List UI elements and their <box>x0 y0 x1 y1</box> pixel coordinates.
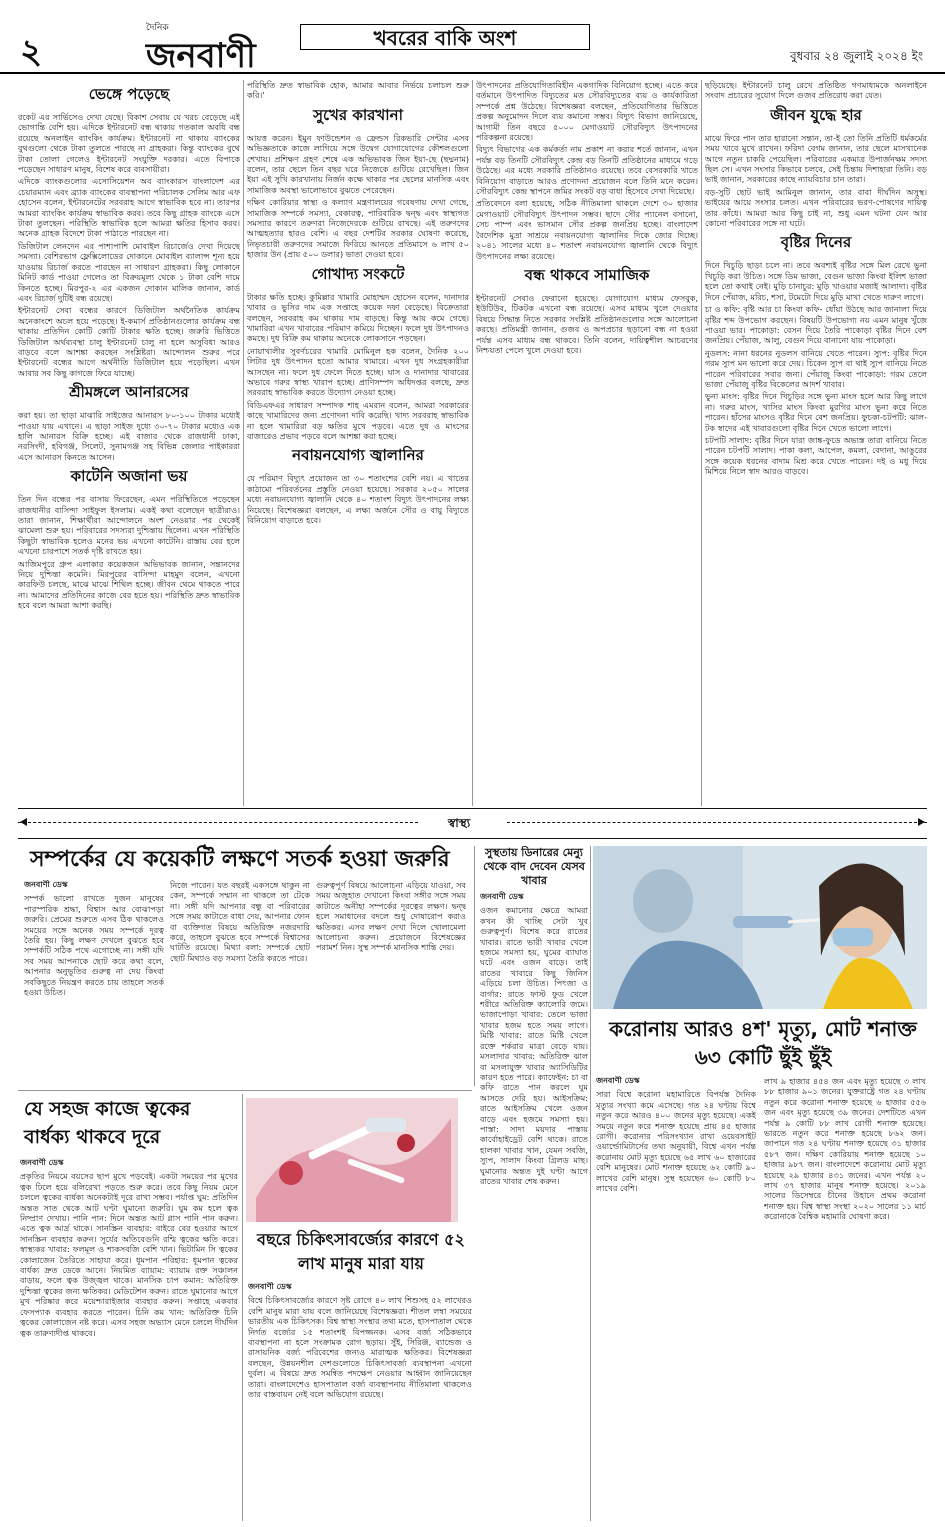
text-block: চটপটি সালাদ: বৃষ্টির দিনে যারা জাঙ্ক-ফুডে অভ্যস্ত তারা বানিয়ে নিতে পারেন চটপটি সালাদ। পাকা কলা, আপেল, কমলা, বেদানা, আঙুরের সঙ্গে কয়েক ধরনের বাদাম মিশ্র করে খেতে পারেন। দই ও মধু দিয়ে মিশিয়ে নিলে স্বাদ আরও বাড়বে। <box>705 434 927 477</box>
headline-gokhadya: গোখাদ্য সংকটে <box>311 264 405 283</box>
article-4 <box>20 1158 238 1521</box>
text-block: এদিকে ব্যাংকগুলোর এসোসিয়েশন অব ব্যাংকারস বাংলাদেশ এর চেয়ারম্যান এবং ব্র্যাক ব্যাংকের ব্যবস্থাপনা পরিচালক সেলিম আর এফ হোসেন বলেন, ইন্টারনেটের সরবরাহ আগে স্বাভাবিক হবে না। তারপর আমরা ব্যাংকিং কার্যক্রম স্বাভাবিক করব। তবে কিছু গ্রাহক ব্যাংকে এসে টাকা তুলছেন। পরিস্থিতি স্বাভাবিক হলে আমরা ক্ষতির হিসাব করব। অনেক গ্রাহক বিদেশে টাকা পাঠাতে পারছেন না। <box>18 176 240 239</box>
text-block: ভুনা মাংস: বৃষ্টির দিনে খিচুড়ির সঙ্গে ভুনা মাংস হলে আর কিছু লাগে না। গরুর মাংস, খাসির মাংস কিংবা মুরগির মাংস ভুনা করে নিতে পারেন। হাঁসের মাংসও বৃষ্টির দিনে বেশ জনপ্রিয়। ফুচকা-চটপটি: ঝাল-টক স্বাদের এই খাবারগুলো বৃষ্টির দিনে খেতে ভালো লাগে। <box>705 391 927 433</box>
text-block: ডিজিটাল লেনদেন এর পাশাপাশি মোবাইল রিচার্জেও দেখা দিয়েছে সমস্যা। বেশিরভাগ ফ্লেক্সিলোডের দোকানে মোবাইল ব্যালান্স শূন্য হয়ে যাওয়ায় রিচার্জ করতে পারছেন না সাধারণ গ্রাহকরা। কিছু লোকানে মিনিট কার্ড পাওয়া গেলেও তা বিক্রয়মূল্য থেকে ১ টাকা বেশি দামে কিনতে হচ্ছে। মিরপুর-২ এর একজন দোকান মালিক জানান, কার্ড এবং রিচার্জ দুটিই বন্ধ রয়েছে। <box>18 240 240 303</box>
text-block: নুডলস: নানা ধরনের নুডলস বানিয়ে খেতে পারেন। স্যুপ: বৃষ্টির দিনে গরম স্যুপ মন ভালো করে দেয়। চিকেন স্যুপ বা থাই স্যুপ বানিয়ে নিতে পারেন পরিবারের সবার জন্য। পেঁয়াজু কিংবা পাকোড়া: গরম তেলে ভাজা পেঁয়াজু বৃষ্টির বিকেলের আদর্শ খাবার। <box>705 347 927 389</box>
text-block: আয়ত্ত করেন। ইমুন ফাউন্ডেশন ও ফ্রেন্ডস রিকভারি সেন্টার এসব অভিজ্ঞতাকে কাজে লাগিয়ে সঙ্গে উদ্বেগ যোগাযোগের কৌশলগুলো শেখায়। প্রশিক্ষণ গ্রহণ শেষে এক অভিভাবক জিন ইয়া-ছে (ছদ্মনাম) বলেন, তার ছেলে তিন বছর ঘরে নিজেকে গুটিয়ে রেখেছিল। জিন ইয়া এই সুখি কারখানায় নির্জন কক্ষে থাকার পর ছেলের মানসিক এবং সামাজিক অবস্থা ভালোভাবে বুঝতে পেরেছেন। <box>247 132 469 195</box>
covid-test-illustration <box>593 846 927 1009</box>
text-block: ওজন কমানোর ক্ষেত্রে আমরা কখন কী খাচ্ছি সেটা খুব গুরুত্বপূর্ণ। বিশেষ করে রাতের খাবার। রাতে ভারী খাবার খেলে হজমে সমস্যা হয়, ঘুমের ব্যাঘাত ঘটে এবং ওজন বাড়ে। তাই রাতের খাবারে কিছু জিনিস এড়িয়ে চলা উচিত। পিৎজা ও বার্গার: রাতে ফাস্ট ফুড খেলে শরীরে অতিরিক্ত ক্যালোরি জমে। ভাজাপোড়া খাবার: তেলে ভাজা খাবার হজম হতে সময় লাগে। মিষ্টি খাবার: রাতে মিষ্টি খেলে রক্তে শর্করার মাত্রা বেড়ে যায়। মসলাদার খাবার: অতিরিক্ত ঝাল বা মসলাযুক্ত খাবার অ্যাসিডিটির কারণ হতে পারে। ক্যাফেইন: চা বা কফি রাতে পান করলে ঘুম আসতে দেরি হয়। আইসক্রিম: রাতে আইসক্রিম খেলে ওজন বাড়ে এবং হজমে সমস্যা হয়। পাস্তা: সাদা ময়দার পাস্তায় কার্বোহাইড্রেট বেশি থাকে। রাতে হালকা খাবার খান, যেমন সবজি, স্যুপ, সালাদ কিংবা গ্রিলড মাছ। ঘুমানোর অন্তত দুই ঘণ্টা আগে রাতের খাবার শেষ করুন। <box>480 905 588 1186</box>
section-label: স্বাস্থ্য <box>448 816 471 830</box>
column-3 <box>476 80 698 806</box>
column-divider <box>472 80 473 806</box>
section-rule <box>18 838 927 839</box>
section-banner: খবরের বাকি অংশ <box>300 24 590 50</box>
masthead <box>0 0 945 74</box>
covid-test-photo <box>593 846 927 1009</box>
column-divider <box>474 846 475 1086</box>
desk-credit: জনবাণী ডেস্ক <box>24 880 68 889</box>
brand-prefix: দৈনিক <box>146 23 169 33</box>
text-block: সারা বিশ্বে করোনা মহামারিতে বিপর্যস্ত দৈনিক মৃত্যুর সংখ্যা কমে এসেছে। গত ২৪ ঘণ্টায় বিশ্বে নতুন করে আরও ৪০০ জনের মৃত্যু হয়েছে। একই সময়ে নতুন করে শনাক্ত হয়েছে প্রায় ৪৫ হাজার রোগী। করোনার পরিসংখ্যান রাখা ওয়েবসাইট ওয়ার্ল্ডোমিটার্সের তথ্য অনুযায়ী, বিশ্বে এখন পর্যন্ত করোনায় মোট মৃত্যু হয়েছে ৬৫ লাখ ৬০ হাজারের বেশি মানুষের। মোট শনাক্ত হয়েছে ৬২ কোটি ৯০ লাখের বেশি মানুষ। সুস্থ হয়েছেন ৬০ কোটি ৮০ লাখের বেশি। <box>596 1089 756 1194</box>
desk-credit: জনবাণী ডেস্ক <box>20 1158 64 1167</box>
text-block: চা ও কফি: বৃষ্টি আর চা কিংবা কফি- ধোঁয়া উঠছে আর জানালা দিয়ে বৃষ্টির শব্দ উপভোগ করছেন। বিষয়টি উপভোগ্য নয় এমন মানুষ খুঁজে পাওয়া ভার। পাকোড়া: বেসন দিয়ে তৈরি পাকোড়া বৃষ্টির দিনে বেশ জনপ্রিয়। পেঁয়াজ, আলু, বেগুন দিয়ে বানানো যায় পাকোড়া। <box>705 304 927 346</box>
column-2 <box>247 80 469 806</box>
desk-credit: জনবাণী ডেস্ক <box>480 892 524 901</box>
article-title-dinner: সুস্থতায় ডিনারের মেন্যু থেকে বাদ দেবেন যেসব খাবার <box>483 846 585 887</box>
page-number: ২ <box>20 32 43 72</box>
headline-sreemangal: শ্রীমঙ্গলে আনারসের <box>69 383 189 402</box>
headline-nabayan: নবায়নযোগ্য জ্বালানির <box>292 446 424 465</box>
desk-credit: জনবাণী ডেস্ক <box>248 1282 292 1291</box>
text-block: টাকার ক্ষতি হচ্ছে। কুমিল্লার খামারি মোহাম্মদ হোসেন বলেন, দানাদার খাবার ও ভুসির দাম এক সপ্তাহে কয়েক দফা বেড়েছে। বিক্রেতারা বলছেন, সরবরাহ কম থাকায় দাম বাড়ছে। কিন্তু আয় কমে গেছে। খামারিরা এখন খাবারের পরিমাণ কমিয়ে দিচ্ছেন। ফলে দুধ উৎপাদনও কমছে। দুধ বিক্রি কম থাকায় অনেকে লোকসানে পড়ছেন। <box>247 291 469 344</box>
right-arrow-icon <box>507 822 927 823</box>
left-arrow-icon <box>18 822 418 823</box>
headline-jibon: জীবন যুদ্ধে হার <box>770 105 862 124</box>
article-1-col-2 <box>170 880 310 1085</box>
article-3-col-2 <box>764 1076 926 1521</box>
article-3-col-1 <box>596 1076 756 1521</box>
article-title-skin: যে সহজ কাজে ত্বকের বার্ধক্য থাকবে দূরে <box>24 1098 191 1148</box>
article-5 <box>248 1282 472 1521</box>
headline-sukher: সুখের কারখানা <box>313 105 403 124</box>
text-block: যে পরিমাণ বিদ্যুৎ প্রয়োজন তা ৩০ শতাংশের বেশি নয়। এ খাতের কাঠামো পরিবর্তনের প্রস্তুতি নেওয়া হয়েছে। সরকার ২০৫০ সালের মধ্যে নবায়নযোগ্য জ্বালানি থেকে ৪০ শতাংশ বিদ্যুৎ উৎপাদনের লক্ষ্য নিয়েছে। বিশেষজ্ঞরা বলছেন, এ লক্ষ্য অর্জনে সৌর ও বায়ু বিদ্যুতে বিনিয়োগ বাড়াতে হবে। <box>247 473 469 525</box>
text-block: রকেট এর সার্ভিসেও দেখা যেছে। বিকাশ সেবায় যে খরচ বেড়েছে এই ভোগান্তি বেশি হয়। এদিকে ইন্টারনেট বন্ধ থাকায় গতকাল অবধি বন্ধ রয়েছে অনলাইন ব্যাংকিং কার্যক্রম। ইন্টারনেট না থাকায় ব্যাংকের বুথগুলো থেকে টাকা তুলতে পারছে না গ্রাহকরা। কিন্তু ব্যাংকের বুথে টাকা তোলা গেলেও ইন্টারনেট সংযুক্তি দরকার। এতে বিপাকে পড়েছেন সাধারণ মানুষ, বিশেষ করে ব্যবসায়ীরা। <box>18 112 240 175</box>
column-divider <box>242 1094 243 1521</box>
text-block: বিডিএফএর সাধারণ সম্পাদক শাহ এমরান বলেন, আমরা সরকারের কাছে খামারিদের জন্য প্রণোদনা দাবি করেছি। খাদ্য সরবরাহ স্বাভাবিক না হলে খামারিরা বড় ক্ষতির মুখে পড়বে। এতে দুধ ও মাংসের বাজারেও প্রভাব পড়বে বলে আশঙ্কা করা হচ্ছে। <box>247 399 469 441</box>
desk-credit: জনবাণী ডেস্ক <box>596 1076 640 1085</box>
headline-katen: কাটেনি অজানা ভয় <box>70 467 188 486</box>
text-block: বড়-সুটি ছোট ভাই আমিনুল জানান, তার বাবা দীর্ঘদিন অসুস্থ। ভাইয়ের আয়ে সংসার চলত। এখন পরিবারের ভরণ-পোষণের দায়িত্ব তার কাঁধে। আমরা আর কিছু চাই না, শুধু এমন ঘটনা যেন আর কোনো পরিবারের সঙ্গে না ঘটে। <box>705 186 927 229</box>
text-block: ইন্টারনেট সেবাও ফেরানো হয়েছে। যোগাযোগ মাধ্যম ফেসবুক, ইউটিউব, টিকটক এখনো বন্ধ রয়েছে। এসব মাধ্যম খুলে দেওয়ার বিষয়ে সিদ্ধান্ত নিতে সরকার সংশ্লিষ্ট প্রতিষ্ঠানগুলোর সঙ্গে আলোচনা করছে। প্রতিমন্ত্রী জানান, গুজব ও অপপ্রচার ছড়ানো বন্ধ না হওয়া পর্যন্ত এসব মাধ্যম বন্ধ থাকবে। তিনি বলেন, দায়িত্বশীল আচরণের নিশ্চয়তা পেলে খুলে দেওয়া হবে। <box>476 292 698 355</box>
text-block: তিন দিন বন্ধের পর বাসায় ফিরেছেন, এমন পরিস্থিতিতে পড়েছেন রাজধানীর বাসিন্দা সাইফুল ইসলাম। একই কথা বলেছেন ছাত্রীরাও। তারা জানান, শিক্ষার্থীরা আন্দোলনে অংশ নেওয়ার পর থেকেই ঝামেলা শুরু হয়। পরিবারের সদস্যরা দুশ্চিন্তায় ছিলেন। এখন পরিস্থিতি কিছুটা স্বাভাবিক হলেও মনের ভয় এখনো কাটেনি। রাস্তায় বের হলে এখনো চারপাশে সতর্ক দৃষ্টি রাখতে হয়। <box>18 494 240 557</box>
column-1 <box>18 80 240 806</box>
text-block: আজিমপুরে গ্রুপ এলাকার কয়েকজন অভিভাবক জানান, সন্তানদের নিয়ে দুশ্চিন্তা কমেনি। মিরপুরের বাসিন্দা মাহমুদ বলেন, এখনো কারফিউ চলছে, মাঝে মাঝে শিথিল হচ্ছে। জীবন থেমে থাকতে পারে না। আমাদের প্রতিদিনের কাজে বের হতে হয়। পরিস্থিতি দ্রুত স্বাভাবিক হবে বলে আমরা আশা করছি। <box>18 558 240 611</box>
text-block: প্রতিবেদনে বলা হয়েছে, সঠিক নীতিমালা থাকলে দেশে ৩০ হাজার মেগাওয়াট সৌরবিদ্যুৎ উৎপাদন সম্ভব। ছাদে সৌর প্যানেল বসানো, সেচ পাম্প এবং ভাসমান সৌর প্রকল্প জনপ্রিয় হচ্ছে। বাংলাদেশ বৈদেশিক মুদ্রা সাশ্রয়ে নবায়নযোগ্য জ্বালানির দিকে জোর দিচ্ছে। ২০৪১ সালের মধ্যে ৪০ শতাংশ নবায়নযোগ্য জ্বালানি থেকে বিদ্যুৎ উৎপাদনের লক্ষ্য রয়েছে। <box>476 198 698 261</box>
article-title-medical-waste: বছরে চিকিৎসাবর্জ্যের কারণে ৫২ লাখ মানুষ মারা যায় <box>257 1230 465 1273</box>
headline-vengge: ভেঙ্গে পড়েছে <box>88 85 170 103</box>
text-block: করা হয়। তা ছাড়া মাঝারি সাইজের আনারস ৮০-১০০ টাকার মধ্যেই পাওয়া যায় এখানে। এ ছাড়া সাইজ দুধ্যে ৩০-৭০ টাকার মধ্যেও এক হালি আনারস বিক্রি হচ্ছে। এই বাজার থেকে রাজধানী ঢাকা, নরসিংদী, হবিগঞ্জ, সিলেট, সুনামগঞ্জ সহ বিভিন্ন জেলার পাইকাররা এসে আনারস কিনতে আসেন। <box>18 410 240 462</box>
text-block: বিদ্যুৎ বিভাগের এক কর্মকর্তা নাম প্রকাশ না করার শর্তে জানান, এখন পর্যন্ত বড় তিনটি সৌরবিদ্যুৎ কেন্দ্র বড় তিনটি প্রতিষ্ঠানের মাধ্যমে গড়ে উঠেছে। এর মধ্যে সরকারি প্রতিষ্ঠানও রয়েছে। তবে বেসরকারি খাতে বিনিয়োগ বাড়াতে আরও প্রণোদনা প্রয়োজন বলে তিনি মনে করেন। সৌরবিদ্যুৎ কেন্দ্র স্থাপনে জমির সংকট বড় বাধা হিসেবে দেখা দিয়েছে। <box>476 144 698 197</box>
headline-brishti: বৃষ্টির দিনের <box>780 233 852 252</box>
newspaper-logo: জনবাণী <box>146 36 256 76</box>
text-block: ছড়িয়েছে। ইন্টারনেট চালু রেখে প্রতিষ্ঠিত গণমাধ্যমকে অনলাইনে সংবাদ প্রচারের সুযোগ দিলে গুজব প্রতিরোধ করা যেত। <box>705 80 927 101</box>
medical-waste-photo <box>246 1098 458 1222</box>
text-block: দিনে খিচুড়ি ছাড়া চলে না। তবে অবশ্যই বৃষ্টির সঙ্গে মিল রেখে ভুনা খিচুড়ি করা উচিত। সঙ্গে ডিম ভাজা, বেগুন ভাজা কিংবা ইলিশ ভাজা হলে তো কথাই নেই। মুড়ি চানাচুর: মুড়ি খাওয়ার মজাই আলাদা। বৃষ্টির দিনে পেঁয়াজ, মরিচ, শসা, টমেটো দিয়ে মুড়ি মাখা খেতে দারুণ লাগে। <box>705 260 927 302</box>
column-divider <box>590 846 591 1521</box>
section-rule <box>18 808 927 809</box>
text-block: বিশ্বে চিকিৎসাবর্জ্যের কারণে সৃষ্ট রোগে ৪০ লাখ শিশুসহ ৫২ লাখেরও বেশি মানুষ মারা যায় বলে জানিয়েছে বিশেষজ্ঞরা। শীতল লম্বা সময়ের ভারতীয় এক চিকিৎসক। বিশ্ব স্বাস্থ্য সংস্থার তথ্য মতে, হাসপাতাল থেকে নির্গত বর্জ্যের ১৫ শতাংশই বিপজ্জনক। এসব বর্জ্য সঠিকভাবে ব্যবস্থাপনা না হলে সংক্রামক রোগ ছড়ায়। সুঁই, সিরিঞ্জ, ব্যান্ডেজ ও রাসায়নিক বর্জ্য পরিবেশের জন্যও মারাত্মক ক্ষতিকর। বিশেষজ্ঞরা বলছেন, উন্নয়নশীল দেশগুলোতে চিকিৎসাবর্জ্য ব্যবস্থাপনা এখনো দুর্বল। এ বিষয়ে দ্রুত সমন্বিত পদক্ষেপ নেওয়ার আহ্বান জানিয়েছেন তারা। বাংলাদেশেও হাসপাতাল বর্জ্য ব্যবস্থাপনায় নীতিমালা থাকলেও তার বাস্তবায়ন নেই বলে অভিযোগ রয়েছে। <box>248 1295 472 1400</box>
column-divider <box>701 80 702 806</box>
text-block: দক্ষিণ কোরিয়ার স্বাস্থ্য ও কল্যাণ মন্ত্রণালয়ের গবেষণায় দেখা গেছে, সামাজিক সম্পর্কে সমস্যা, বেকারত্ব, পারিবারিক দ্বন্দ্ব এবং স্বাস্থ্যগত সমস্যার কারণে তরুণরা নিজেদেরকে গুটিয়ে রাখছে। এই তরুণদের আত্মহত্যার হারও বেশি। এ বছর দেশটির সরকার ঘোষণা করেছে, নিভৃতচারী তরুণদের সমাজে ফিরিয়ে আনতে প্রতিমাসে ৬ লাখ ৫০ হাজার উন (প্রায় ৫০০ ডলার) ভাতা দেওয়া হবে। <box>247 197 469 260</box>
column-divider <box>243 80 244 806</box>
article-2 <box>480 846 588 1521</box>
article-title-relationship: সম্পর্কের যে কয়েকটি লক্ষণে সতর্ক হওয়া জরুরি <box>30 847 450 872</box>
text-block: নিজে পারেন। যত বছরই একসঙ্গে থাকুন না কেন, সম্পর্কে সম্মান না থাকলে তা টেকে না। সঙ্গী যদি আপনার বন্ধু বা পরিবারের সঙ্গে সময় কাটাতে বাধা দেয়, আপনার ফোন বা ব্যক্তিগত বিষয়ে অতিরিক্ত নজরদারি করে, তাহলে বুঝতে হবে সম্পর্কে বিশ্বাসের ঘাটতি রয়েছে। মিথ্যা বলা: সম্পর্কে ছোট ছোট মিথ্যাও বড় সমস্যা তৈরি করতে পারে। <box>170 880 310 963</box>
article-divider <box>18 1090 472 1091</box>
date-line: বুধবার ২৪ জুলাই ২০২৪ ইং <box>789 49 923 63</box>
article-1-col-3 <box>316 880 466 1085</box>
text-block: মাঝে ফিরে পান তার হারানো সন্তান, তা-ই তো তিনি প্রতিটি ধর্মকর্মের সময় খাবে মুখে রাখেন। ফরিদা বেগম জানান, তার ছেলে মাসখানেক আগে নতুন চাকরি পেয়েছিল। পরিবারের একমাত্র উপার্জনক্ষম সদস্য ছিল সে। এখন সংসার কিভাবে চলবে, সেই চিন্তায় দিশাহারা তিনি। বড় ভাই জানান, সরকারের কাছে ন্যায়বিচার চান তারা। <box>705 132 927 185</box>
medical-waste-illustration <box>246 1098 458 1222</box>
text-block: গুরুত্বপূর্ণ বিষয়ে আলোচনা এড়িয়ে যাওয়া, সব সময় অজুহাত দেখানো কিংবা সঙ্গীর সঙ্গে সময় কাটাতে অনীহা সম্পর্কের দূরত্বের লক্ষণ। দ্বন্দ্ব হলে সমাধানের বদলে শুধু দোষারোপ করাও ক্ষতিকর। এসব লক্ষণ দেখা দিলে খোলামেলা আলোচনা করুন। প্রয়োজনে বিশেষজ্ঞের পরামর্শ নিন। সুস্থ সম্পর্ক মানসিক শান্তি দেয়। <box>316 880 466 953</box>
article-1-col-1 <box>24 880 164 1085</box>
text-block: নোয়াখালীর সুবর্ণচরের খামারি মোমিনুল হক বলেন, দৈনিক ২০০ লিটার দুধ উৎপাদন হতো আমার খামারে। এখন দুধ সংগ্রহকারীরা আসছেন না। ফলে দুধ ফেলে দিতে হচ্ছে। ঘাস ও দানাদার খাবারের অভাবে গরুর স্বাস্থ্য খারাপ হচ্ছে। প্রাণিসম্পদ অধিদপ্তর বলছে, দ্রুত সরবরাহ স্বাভাবিক করতে উদ্যোগ নেওয়া হচ্ছে। <box>247 345 469 398</box>
text-block: উৎপাদনের প্রতিযোগিতাবিহীন একগাদিক বিনিয়োগ হচ্ছে। এতে করে বর্তমানে উৎপাদিত বিদ্যুতের মত সৌরবিদ্যুতের ব্যয় ও কার্যকারিতা সম্পর্কে প্রশ্ন উঠেছে। বিশেষজ্ঞরা বলছেন, প্রতিযোগিতার ভিত্তিতে প্রকল্প অনুমোদন দিলে ব্যয় কমানো সম্ভব। বিদ্যুৎ বিভাগ জানিয়েছে, আগামী তিন বছরে ৫০০০ মেগাওয়াট সৌরবিদ্যুৎ উৎপাদনের পরিকল্পনা রয়েছে। <box>476 80 698 143</box>
text-block: সম্পর্ক ভালো রাখতে দুজন মানুষের পারস্পরিক শ্রদ্ধা, বিশ্বাস আর বোঝাপড়া জরুরি। প্রেমের শুরুতে এসব ঠিক থাকলেও সময়ের সঙ্গে অনেক সময় সম্পর্কে দূরত্ব তৈরি হয়। কিছু লক্ষণ দেখলে বুঝতে হবে সম্পর্কটি সঠিক পথে এগোচ্ছে না। সঙ্গী যদি সব সময় আপনাকে ছোট করে কথা বলে, আপনার অনুভূতির গুরুত্ব না দেয় কিংবা সবকিছুতে নিয়ন্ত্রণ করতে চায় তাহলে সতর্ক হওয়া উচিত। <box>24 893 164 998</box>
text-block: পরিস্থিতি দ্রুত স্বাভাবিক হোক, আমার আবার নির্ভয়ে চলাচল শুরু করি।' <box>247 80 469 101</box>
health-section-bar <box>18 813 927 833</box>
headline-bondho: বন্ধ থাকবে সামাজিক <box>524 265 650 284</box>
text-block: ইন্টারনেট সেবা বন্ধের কারণে ডিজিটাল অর্থনৈতিক কার্যক্রম অনেকাংশে অচল হয়ে পড়েছে। ই-কমার্স প্রতিষ্ঠানগুলোর কার্যক্রম বন্ধ থাকায় প্রতিদিন কোটি কোটি টাকার ক্ষতি হচ্ছে। জরুরি ভিত্তিতে ডিজিটাল অর্থব্যবস্থা চালু ইন্টারনেট চালু না হলে অসুবিধা আরও বাড়বে বলে আশঙ্কা করছেন সংশ্লিষ্টরা। আন্দোলন শুরুর পরে ইন্টারনেট বন্ধের আগে অর্থনীতি ডিজিটাল হয়ে পড়েছিল। এখন আবার সব কিছু কাগজে ফিরে যাচ্ছে। <box>18 305 240 378</box>
text-block: প্রকৃতির নিয়মে বয়সের ছাপ মুখে পড়বেই। একটা সময়ের পর মুখের ত্বক ঢিলে হয়ে বলিরেখা পড়তে শুরু করে। তবে কিছু নিয়ম মেনে চললে ত্বকের বার্ধক্য অনেকটাই দূরে রাখা সম্ভব। পর্যাপ্ত ঘুম: প্রতিদিন অন্তত সাত থেকে আট ঘণ্টা ঘুমানো জরুরি। ঘুম কম হলে ত্বক নিষ্প্রাণ দেখায়। পানি পান: দিনে অন্তত আট গ্লাস পানি পান করুন। এতে ত্বক আর্দ্র থাকে। সানস্ক্রিন ব্যবহার: বাইরে বের হওয়ার আগে সানস্ক্রিন ব্যবহার করুন। সূর্যের অতিবেগুনি রশ্মি ত্বকের ক্ষতি করে। স্বাস্থ্যকর খাবার: ফলমূল ও শাকসবজি বেশি খান। ভিটামিন সি ত্বকের কোলাজেন তৈরিতে সাহায্য করে। ধূমপান পরিহার: ধূমপান ত্বকের বার্ধক্য দ্রুত ডেকে আনে। নিয়মিত ব্যায়াম: ব্যায়াম রক্ত সঞ্চালন বাড়ায়, ফলে ত্বক উজ্জ্বল থাকে। মানসিক চাপ কমান: অতিরিক্ত দুশ্চিন্তা ত্বকের জন্য ক্ষতিকর। মেডিটেশন করুন। রাতে ঘুমানোর আগে মুখ পরিষ্কার করে ময়েশ্চারাইজার ব্যবহার করুন। সপ্তাহে একবার ফেসপ্যাক ব্যবহার করতে পারেন। চিনি কম খান: অতিরিক্ত চিনি ত্বকের কোলাজেন নষ্ট করে। এসব সহজ অভ্যাস মেনে চললে দীর্ঘদিন ত্বক তারুণ্যদীপ্ত থাকবে। <box>20 1171 238 1338</box>
text-block: লাখ ৯ হাজার ৪৫৪ জন এবং মৃত্যু হয়েছে ৩ লাখ ৮৮ হাজার ৯০১ জনের। যুক্তরাষ্ট্রে গত ২৪ ঘণ্টায় নতুন করে করোনা শনাক্ত হয়েছে ৬ হাজার ৫৫৬ জন এবং মৃত্যু হয়েছে ৩৯ জনের। দেশটিতে এখন পর্যন্ত ৯ কোটি ৮৮ লাখ রোগী শনাক্ত হয়েছে। ভারতে নতুন করে শনাক্ত হয়েছে ৮৬২ জন। জাপানে গত ২৪ ঘণ্টায় শনাক্ত হয়েছে ৩১ হাজার ৫৮৭ জন। দক্ষিণ কোরিয়ায় শনাক্ত হয়েছে ১০ হাজার ৯৮৭ জন। বাংলাদেশে করোনায় মোট মৃত্যু হয়েছে ২৯ হাজার ৪৩১ জনের। এখন পর্যন্ত ২০ লাখ ৩৭ হাজার মানুষ শনাক্ত হয়েছে। ২০১৯ সালের ডিসেম্বরে চীনের উহানে প্রথম করোনা শনাক্ত হয়। বিশ্ব স্বাস্থ্য সংস্থা ২০২০ সালের ১১ মার্চ করোনাকে বৈশ্বিক মহামারি ঘোষণা করে। <box>764 1076 926 1222</box>
article-title-corona: করোনায় আরও ৪শ' মৃত্যু, মোট শনাক্ত ৬৩ কোটি ছুঁই ছুঁই <box>609 1017 917 1069</box>
column-4 <box>705 80 927 806</box>
